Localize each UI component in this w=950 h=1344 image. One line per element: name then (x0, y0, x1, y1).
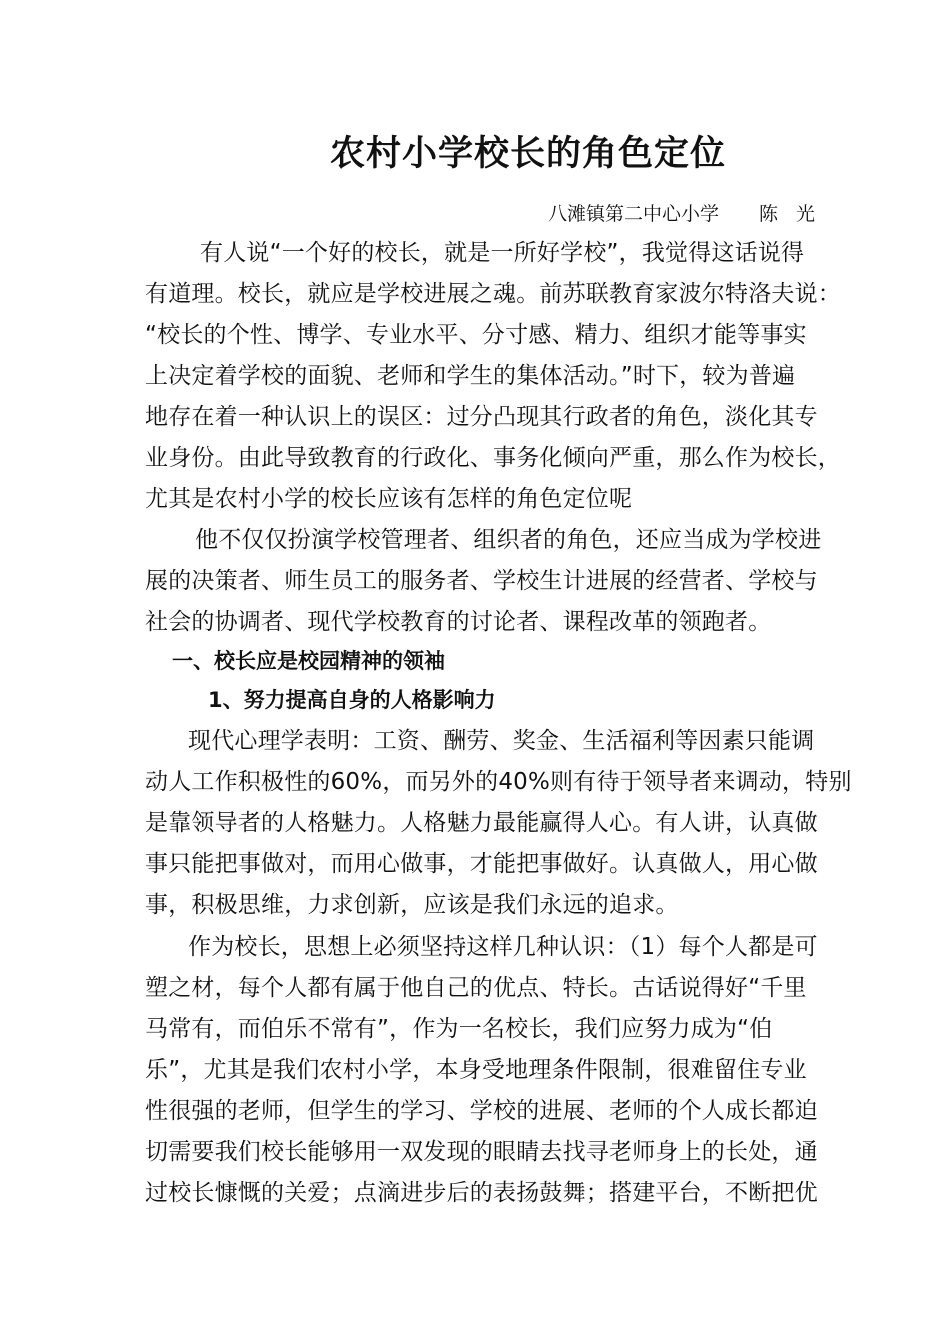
subsection-heading: 1、努力提高自身的人格影响力 (208, 688, 496, 712)
document-title: 农村小学校长的角色定位 (330, 134, 727, 174)
author-line (548, 199, 821, 226)
paragraph-line: 社会的协调者、现代学校教育的讨论者、课程改革的领跑者。 (145, 609, 772, 635)
paragraph-line: 上决定着学校的面貌、老师和学生的集体活动。”时下，较为普遍 (145, 363, 796, 389)
paragraph-line: 切需要我们校长能够用一双发现的眼睛去找寻老师身上的长处，通 (145, 1139, 818, 1165)
author-name: 陈 光 (759, 203, 822, 225)
paragraph-line: 塑之材，每个人都有属于他自己的优点、特长。古话说得好“千里 (145, 975, 807, 1001)
paragraph-line: 地存在着一种认识上的误区：过分凸现其行政者的角色，淡化其专 (145, 404, 818, 430)
paragraph-line: 事只能把事做对，而用心做事，才能把事做好。认真做人，用心做 (145, 851, 818, 877)
paragraph-line: “校长的个性、博学、专业水平、分寸感、精力、组织才能等事实 (145, 322, 807, 348)
paragraph-line: 是靠领导者的人格魅力。人格魅力最能赢得人心。有人讲，认真做 (145, 810, 818, 836)
paragraph-line: 业身份。由此导致教育的行政化、事务化倾向严重，那么作为校长， (145, 445, 841, 471)
paragraph-line: 乐”，尤其是我们农村小学，本身受地理条件限制，很难留住专业 (145, 1057, 807, 1083)
paragraph-line: 作为校长，思想上必须坚持这样几种认识：（1）每个人都是可 (188, 934, 818, 960)
paragraph-line: 有人说“一个好的校长，就是一所好学校”，我觉得这话说得 (200, 240, 805, 266)
paragraph-line: 马常有，而伯乐不常有”，作为一名校长，我们应努力成为“伯 (145, 1016, 773, 1042)
paragraph-line: 展的决策者、师生员工的服务者、学校生计进展的经营者、学校与 (145, 568, 818, 594)
section-heading: 一、校长应是校园精神的领袖 (172, 649, 445, 673)
paragraph-line: 过校长慷慨的关爱；点滴进步后的表扬鼓舞；搭建平台，不断把优 (145, 1180, 818, 1206)
paragraph-line: 动人工作积极性的60%，而另外的40%则有待于领导者来调动，特别 (145, 769, 852, 795)
author-school: 八滩镇第二中心小学 (548, 203, 720, 225)
paragraph-line: 性很强的老师，但学生的学习、学校的进展、老师的个人成长都迫 (145, 1098, 818, 1124)
paragraph-line: 尤其是农村小学的校长应该有怎样的角色定位呢 (145, 486, 633, 512)
paragraph-line: 现代心理学表明：工资、酬劳、奖金、生活福利等因素只能调 (188, 728, 815, 754)
paragraph-line: 事，积极思维，力求创新，应该是我们永远的追求。 (145, 892, 679, 918)
paragraph-line: 有道理。校长，就应是学校进展之魂。前苏联教育家波尔特洛夫说： (145, 281, 841, 307)
paragraph-line: 他不仅仅扮演学校管理者、组织者的角色，还应当成为学校进 (195, 527, 822, 553)
